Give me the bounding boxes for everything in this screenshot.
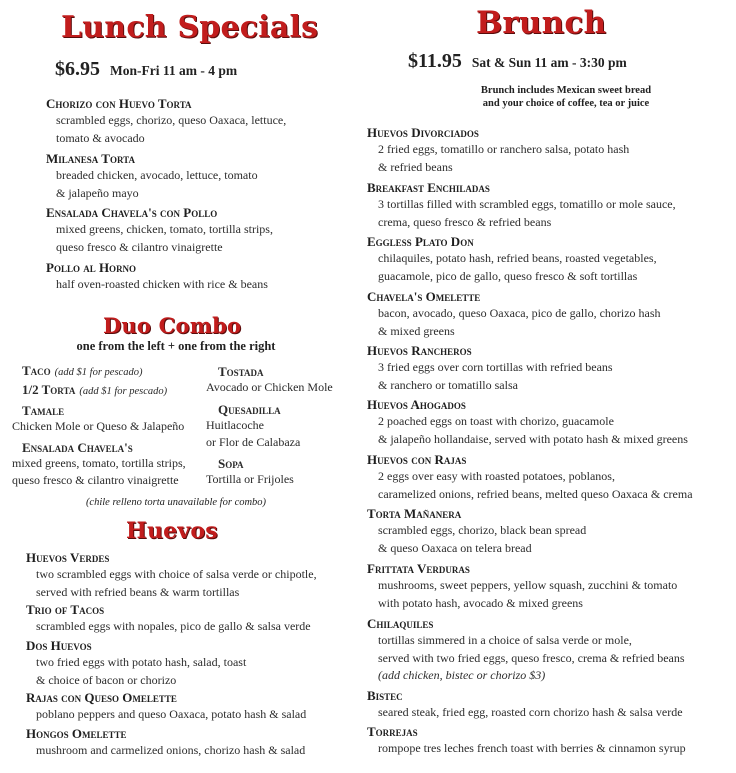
item-desc-line: mixed greens, chicken, tomato, tortilla strips, [56,222,273,236]
lunch-specials-title: Lunch Specials [61,10,319,45]
duo-left-option [22,381,167,399]
item-name: Chavela's Omelette [367,289,481,304]
item-desc-line: two fried eggs with potato hash, salad, toast [36,655,247,669]
duo-right-option-desc [206,471,294,488]
item-name: Milanesa Torta [46,151,135,166]
item-name: Torta Mañanera [367,506,462,521]
item-desc [367,359,613,394]
item-desc [367,305,661,340]
item-desc-line: half oven-roasted chicken with rice & beans [56,277,268,291]
duo-option-extra: (add $1 for pescado) [54,367,143,378]
duo-combo-subtitle: one from the left + one from the right [76,339,276,353]
item-desc-line: & jalapeño hollandaise, served with potato hash & mixed greens [378,431,688,446]
item-desc-line: tortillas simmered in a choice of salsa verde or mole, [378,633,632,647]
item-desc-line: & jalapeño mayo [56,185,139,200]
duo-option-name: Sopa [218,456,244,471]
menu-item [367,397,688,448]
item-name: Frittata Verduras [367,561,470,576]
duo-option-desc: Avocado or Chicken Mole [206,380,333,394]
duo-option-name: 1/2 Torta [22,382,76,397]
brunch-note-line: and your choice of coffee, tea or juice [482,98,650,109]
item-desc [367,740,686,758]
item-name: Eggless Plato Don [367,234,474,249]
duo-option-desc: Chicken Mole or Queso & Jalapeño [12,419,185,433]
item-desc-line: guacamole, pico de gallo, queso fresco & soft tortillas [378,268,638,283]
brunch-note-line: Brunch includes Mexican sweet bread [480,85,652,96]
item-desc-line: chilaquiles, potato hash, refried beans, roasted vegetables, [378,251,657,265]
brunch-note [416,84,716,110]
brunch-price: $11.95 [408,50,462,72]
item-desc [367,522,586,557]
item-desc [26,706,306,724]
item-name: Dos Huevos [26,638,92,653]
item-desc [367,468,693,503]
duo-option-name: Tostada [218,364,264,379]
item-desc-line: & queso Oaxaca on telera bread [378,540,532,555]
item-desc-line: & ranchero or tomatillo salsa [378,377,518,392]
item-desc-line: & choice of bacon or chorizo [36,672,177,687]
item-desc [367,704,683,722]
duo-option-name: Ensalada Chavela's [22,440,133,455]
item-name: Pollo al Horno [46,260,137,275]
duo-option-desc: Tortilla or Frijoles [206,472,294,486]
duo-right-option [218,402,281,417]
menu-item [367,234,657,285]
item-desc [26,742,305,760]
duo-option-name: Tamale [22,403,65,418]
item-name: Huevos Rancheros [367,343,472,358]
menu-item [367,180,676,231]
menu-item [367,724,686,758]
item-desc-line: seared steak, fried egg, roasted corn chorizo hash & salsa verde [378,705,683,719]
duo-left-option-desc [12,455,186,489]
item-name: Ensalada Chavela's con Pollo [46,205,218,220]
menu-item [26,638,246,689]
item-desc [367,141,629,176]
item-desc-line: & mixed greens [378,323,455,338]
item-desc-line: & refried beans [378,159,453,174]
item-desc-line: 3 tortillas filled with scrambled eggs, tomatillo or mole sauce, [378,197,676,211]
menu-item [367,289,661,340]
item-name: Torrejas [367,724,418,739]
item-desc [46,167,258,202]
item-name: Breakfast Enchiladas [367,180,490,195]
duo-right-option-desc [206,417,300,451]
item-desc-line: scrambled eggs with nopales, pico de gallo & salsa verde [36,619,311,633]
menu-item [26,602,311,636]
menu-item [367,561,677,612]
brunch-title: Brunch [476,5,607,41]
duo-option-name: Quesadilla [218,402,281,417]
item-desc [26,654,246,689]
item-desc-line: scrambled eggs, chorizo, black bean spread [378,523,587,537]
item-desc [26,618,311,636]
item-desc [367,413,688,448]
item-desc [46,276,268,294]
duo-left-option [22,403,64,418]
item-desc-line: 2 poached eggs on toast with chorizo, guacamole [378,414,614,428]
menu-item [46,260,268,294]
duo-left-option [22,362,142,380]
duo-combo-note: (chile relleno torta unavailable for combo) [85,497,267,508]
menu-item [367,125,629,176]
menu-item [26,726,305,760]
item-name: Huevos Verdes [26,550,110,565]
duo-right-option [218,364,264,379]
item-desc [367,250,657,285]
duo-option-name: Taco [22,363,51,378]
item-desc-extra: (add chicken, bistec or chorizo $3) [378,668,546,682]
menu-item [26,690,306,724]
duo-right-option [218,456,244,471]
menu-item [367,452,693,503]
item-desc [46,221,273,256]
menu-item [367,343,613,394]
item-desc-line: mushroom and carmelized onions, chorizo hash & salad [36,743,306,757]
menu-item [46,205,273,256]
menu-item [367,688,683,722]
duo-option-desc: queso fresco & cilantro vinaigrette [12,473,179,487]
lunch-price: $6.95 [55,58,100,80]
lunch-price-line [55,58,237,81]
item-name: Huevos con Rajas [367,452,467,467]
duo-combo-title: Duo Combo [103,313,242,338]
menu-item [26,550,317,601]
item-desc-line: queso fresco & cilantro vinaigrette [56,239,223,254]
item-desc-line: caramelized onions, refried beans, melted queso Oaxaca & crema [378,486,693,501]
item-name: Hongos Omelette [26,726,127,741]
duo-left-option-desc [12,418,184,435]
item-name: Bistec [367,688,403,703]
item-desc-line: rompope tres leches french toast with berries & cinnamon syrup [378,741,686,755]
item-desc-line: served with two fried eggs, queso fresco, crema & refried beans [378,650,685,665]
duo-right-option-desc [206,379,333,396]
brunch-hours: Sat & Sun 11 am - 3:30 pm [471,55,627,70]
item-name: Chilaquiles [367,616,434,631]
item-desc-line: mushrooms, sweet peppers, yellow squash, zucchini & tomato [378,578,678,592]
menu-item [367,616,685,685]
duo-option-desc: Huitlacoche [206,418,264,432]
item-desc [46,112,286,147]
item-desc [367,196,676,231]
item-name: Huevos Ahogados [367,397,466,412]
item-desc [367,577,677,612]
item-name: Chorizo con Huevo Torta [46,96,192,111]
item-desc-line: poblano peppers and queso Oaxaca, potato hash & salad [36,707,307,721]
item-desc-line: scrambled eggs, chorizo, queso Oaxaca, lettuce, [56,113,287,127]
item-desc-line: with potato hash, avocado & mixed greens [378,595,583,610]
item-desc-line: breaded chicken, avocado, lettuce, tomato [56,168,258,182]
menu-item [46,96,286,147]
item-name: Rajas con Queso Omelette [26,690,177,705]
item-desc [26,566,317,601]
duo-option-extra: (add $1 for pescado) [79,386,168,397]
duo-option-desc: mixed greens, tomato, tortilla strips, [12,456,186,470]
item-desc-line: crema, queso fresco & refried beans [378,214,552,229]
item-desc-line: served with refried beans & warm tortillas [36,584,240,599]
item-name: Huevos Divorciados [367,125,479,140]
item-desc-line: two scrambled eggs with choice of salsa verde or chipotle, [36,567,317,581]
duo-option-desc: or Flor de Calabaza [206,435,301,449]
menu-item [367,506,586,557]
item-name: Trio of Tacos [26,602,105,617]
item-desc-line: 3 fried eggs over corn tortillas with refried beans [378,360,613,374]
menu-item [46,151,258,202]
item-desc-line: 2 eggs over easy with roasted potatoes, poblanos, [378,469,615,483]
duo-left-option [22,440,133,455]
item-desc-line: bacon, avocado, queso Oaxaca, pico de gallo, chorizo hash [378,306,661,320]
lunch-hours: Mon-Fri 11 am - 4 pm [110,63,238,78]
item-desc-line: 2 fried eggs, tomatillo or ranchero salsa, potato hash [378,142,630,156]
item-desc-line: tomato & avocado [56,130,145,145]
item-desc [367,632,685,685]
huevos-title: Huevos [126,518,218,544]
brunch-price-line [408,50,627,73]
